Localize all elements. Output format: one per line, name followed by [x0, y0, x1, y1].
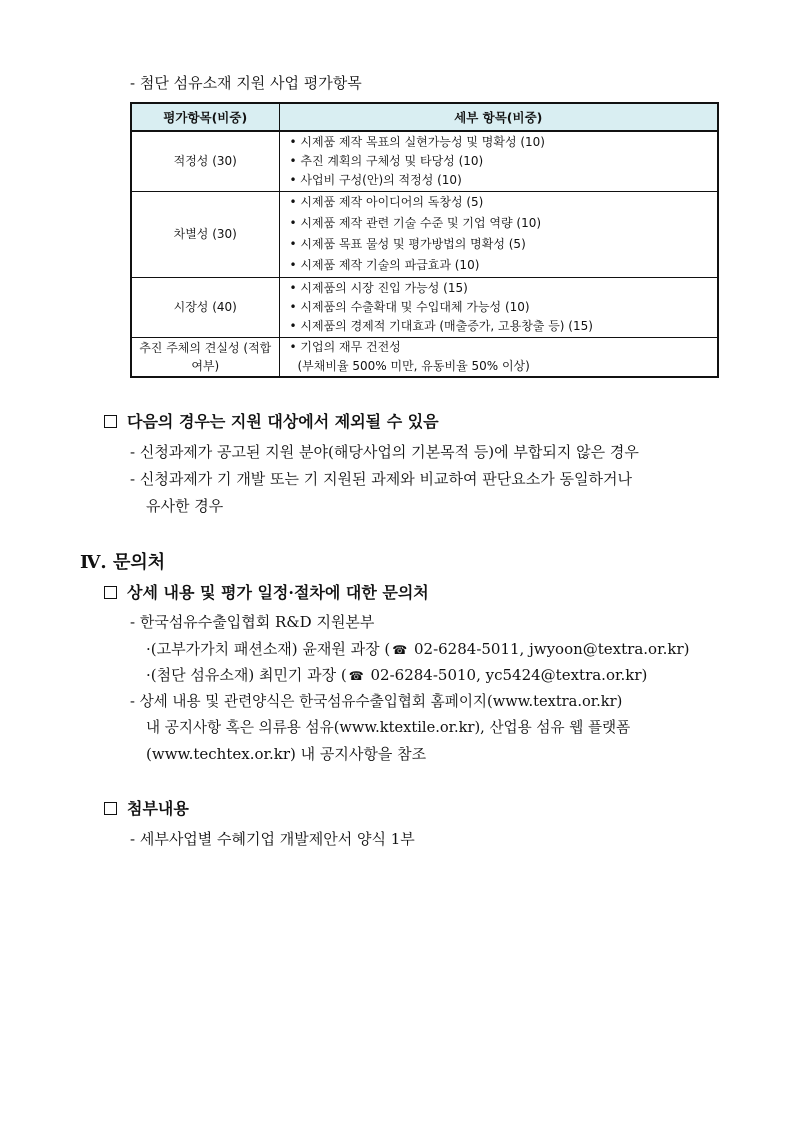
table-header-row [131, 103, 718, 131]
row-details [279, 131, 718, 191]
exclusion-item: 유사한 경우 [146, 497, 224, 515]
detail-line: • 시제품 목표 물성 및 평가방법의 명확성 (5) [289, 237, 526, 251]
contact-prefix: ·(고부가가치 패션소재) 윤재원 과장 ( [146, 640, 391, 658]
detail-line: • 시제품의 경제적 기대효과 (매출증가, 고용창출 등) (15) [289, 318, 593, 333]
row-category: 시장성 (40) [131, 277, 279, 337]
contact-prefix: ·(첨단 섬유소재) 최민기 과장 ( [146, 666, 347, 684]
header-category: 평가항목(비중) [131, 103, 279, 131]
evaluation-table [130, 102, 719, 378]
row-details [279, 191, 718, 277]
phone-icon: ☎ [392, 643, 408, 657]
contact-suffix: 02-6284-5010, yc5424@textra.or.kr) [365, 666, 648, 684]
phone-icon: ☎ [348, 669, 364, 683]
row-details [279, 337, 718, 377]
section-title: Ⅳ. 문의처 [80, 552, 166, 573]
exclusion-heading [104, 409, 439, 432]
detail-line: • 기업의 재무 건전성 [289, 339, 401, 354]
table-row [131, 191, 718, 277]
attachment-heading [104, 796, 189, 819]
detail-line: • 사업비 구성(안)의 적정성 (10) [289, 172, 462, 187]
checkbox-icon [104, 586, 117, 599]
intro-line: - 첨단 섬유소재 지원 사업 평가항목 [130, 74, 362, 92]
contact-line [146, 664, 647, 685]
category-line: (적합여부) [191, 340, 272, 373]
exclusion-item: - 신청과제가 공고된 지원 분야(해당사업의 기본목적 등)에 부합되지 않은 경우 [130, 443, 639, 461]
inquiry-heading-text: 상세 내용 및 평가 일정·절차에 대한 문의처 [127, 583, 429, 602]
detail-line: • 추진 계획의 구체성 및 타당성 (10) [289, 153, 484, 168]
contact-line [146, 638, 690, 659]
detail-line: (부채비율 500% 미만, 유동비율 50% 이상) [297, 358, 530, 373]
row-category: 적정성 (30) [131, 131, 279, 191]
detail-line: • 시제품의 수출확대 및 수입대체 가능성 (10) [289, 299, 530, 314]
detail-line: • 시제품의 시장 진입 가능성 (15) [289, 280, 468, 295]
notice-line: 내 공지사항 혹은 의류용 섬유(www.ktextile.or.kr), 산업용 섬유 웹 플랫폼 [146, 719, 631, 736]
attachment-heading-text: 첨부내용 [127, 799, 189, 818]
detail-line: • 시제품 제작 아이디어의 독창성 (5) [289, 195, 484, 209]
exclusion-item: - 신청과제가 기 개발 또는 기 지원된 과제와 비교하여 판단요소가 동일하거나 [130, 470, 632, 488]
inquiry-org: - 한국섬유수출입협회 R&D 지원본부 [130, 613, 375, 631]
checkbox-icon [104, 802, 117, 815]
notice-line: - 상세 내용 및 관련양식은 한국섬유수출입협회 홈페이지(www.textra.or.kr) [130, 693, 623, 710]
detail-line: • 시제품 제작 관련 기술 수준 및 기업 역량 (10) [289, 216, 542, 230]
notice-line: (www.techtex.or.kr) 내 공지사항을 참조 [146, 745, 427, 763]
row-category: 차별성 (30) [131, 191, 279, 277]
detail-line: • 시제품 제작 목표의 실현가능성 및 명확성 (10) [289, 134, 545, 149]
contact-suffix: 02-6284-5011, jwyoon@textra.or.kr) [409, 640, 690, 658]
table-row [131, 277, 718, 337]
checkbox-icon [104, 415, 117, 428]
detail-line: • 시제품 제작 기술의 파급효과 (10) [289, 258, 480, 272]
table-row [131, 337, 718, 377]
inquiry-heading [104, 580, 429, 603]
row-details [279, 277, 718, 337]
exclusion-heading-text: 다음의 경우는 지원 대상에서 제외될 수 있음 [127, 412, 439, 431]
category-line: 추진 주체의 견실성 [139, 340, 240, 355]
row-category [131, 337, 279, 377]
header-details: 세부 항목(비중) [279, 103, 718, 131]
attachment-item: - 세부사업별 수혜기업 개발제안서 양식 1부 [130, 830, 415, 848]
table-row [131, 131, 718, 191]
